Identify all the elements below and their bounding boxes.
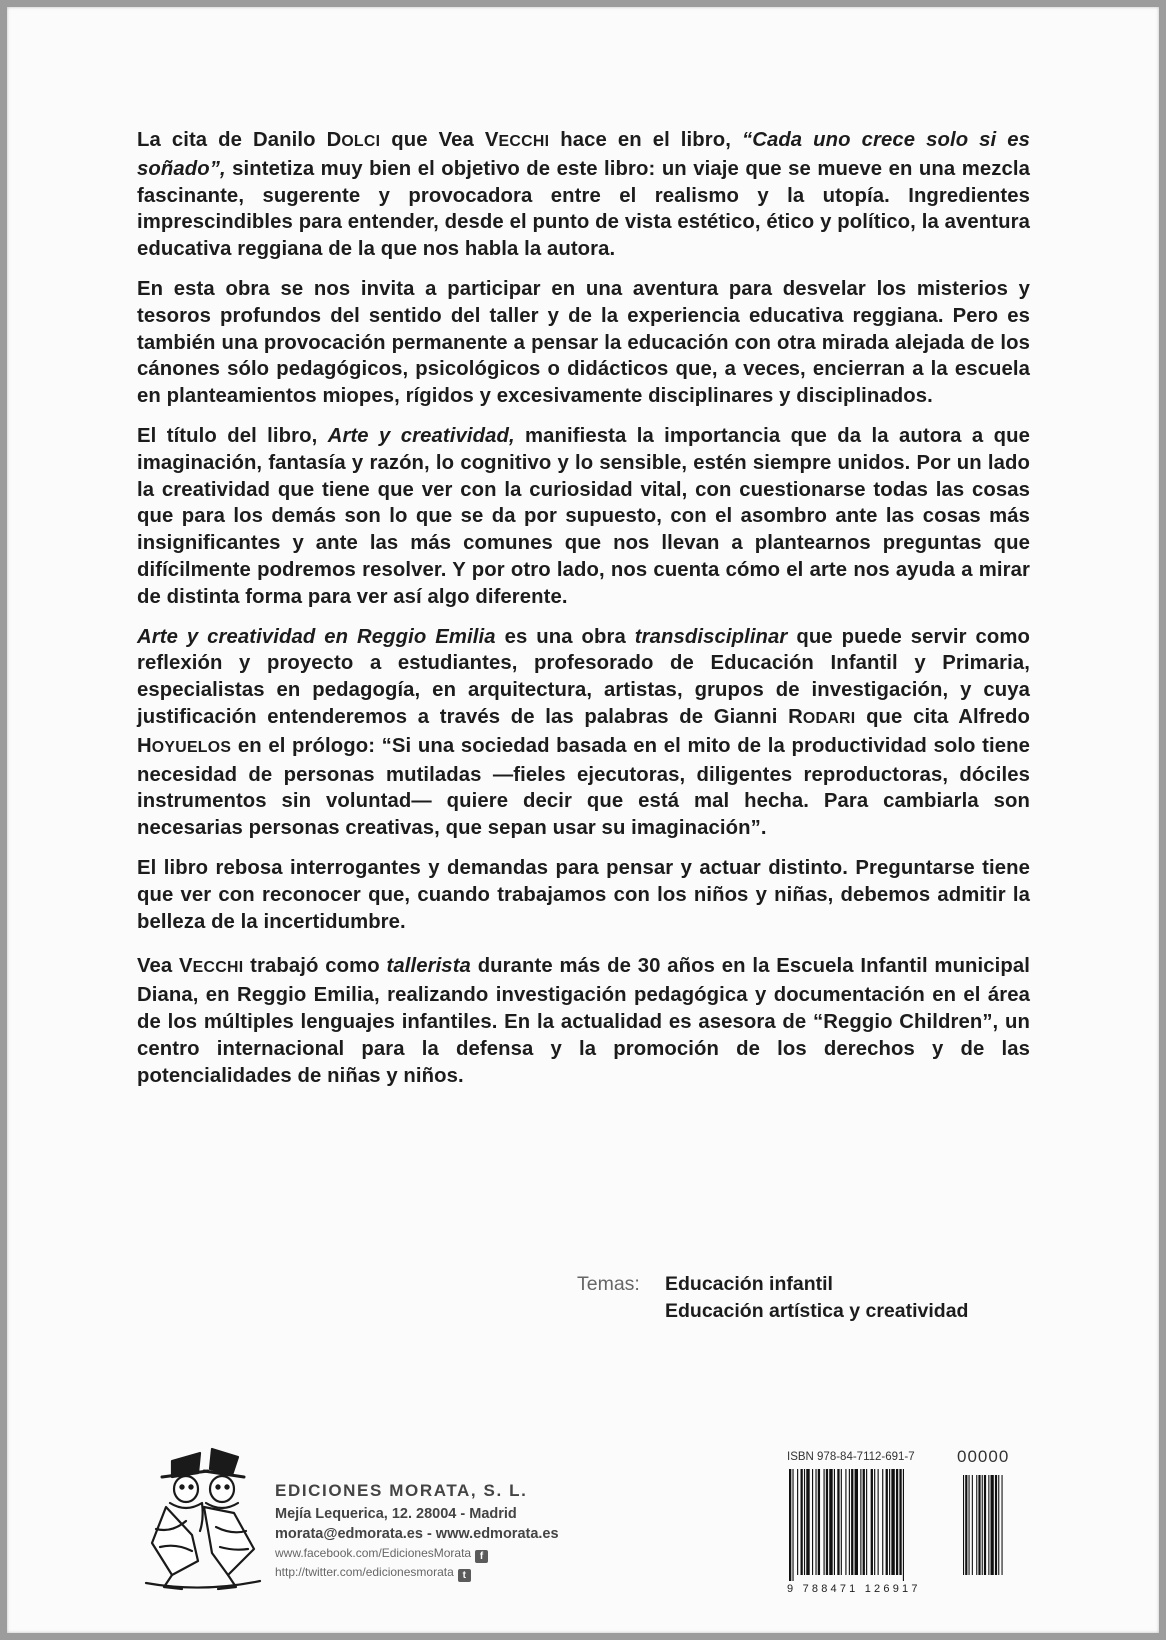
- barcode-bar: [804, 1469, 805, 1575]
- barcode-bar: [801, 1469, 803, 1575]
- barcode-bar: [837, 1469, 839, 1575]
- paragraph-1: [137, 127, 1030, 263]
- text-run: es una obra: [495, 625, 635, 648]
- barcode-addon-bar: [978, 1475, 980, 1575]
- barcode-bar: [866, 1469, 867, 1575]
- facebook-icon: f: [475, 1550, 488, 1563]
- text-run: En esta obra se nos invita a participar en una aventura para desvelar los misterios y tesoros profundos del sentido del taller y de la experiencia educativa reggiana. Pero es también una provocación permanente a pensar la educación con otra mirada alejada de los cánones sólo pedagógicos, psicológicos o didácticos que, a veces, encierran a la escuela en planteamientos miopes, rígidos y excesivamente disciplinares y disciplinados.: [137, 277, 1030, 408]
- barcode-bar: [882, 1469, 883, 1575]
- text-run: en el prólogo: “Si una sociedad basada en el mito de la productividad solo tiene necesidad de personas mutiladas —fieles ejecutoras, diligentes reproductoras, dóciles instrumentos sin voluntad— quiere decir que está mal hecha. Para cambiarla son necesarias personas creativas, que sepan usar su imaginación”.: [137, 734, 1030, 840]
- barcode-bar: [899, 1469, 901, 1575]
- barcode-addon-bar: [976, 1475, 977, 1575]
- barcode-bar: [845, 1469, 846, 1575]
- barcode-addon-bar: [963, 1475, 964, 1575]
- paragraph-4: [137, 624, 1030, 842]
- barcode-icon: [787, 1469, 1017, 1581]
- small-caps-run: ECCHI: [192, 959, 244, 977]
- barcode-bar: [818, 1469, 820, 1575]
- barcode-bar: [903, 1469, 904, 1581]
- barcode-bar: [824, 1469, 825, 1575]
- text-run: V: [484, 129, 499, 151]
- barcode-bar: [871, 1469, 873, 1575]
- barcode-bar: [797, 1469, 798, 1575]
- barcode-addon-bar: [991, 1475, 994, 1575]
- barcode-bar: [841, 1469, 842, 1575]
- text-run: D: [326, 129, 342, 151]
- publisher-name: EDICIONES MORATA, S. L.: [275, 1481, 528, 1500]
- italic-run: transdisciplinar: [634, 625, 788, 648]
- publisher-contact: morata@edmorata.es - www.edmorata.es: [275, 1526, 559, 1542]
- barcode-bar: [849, 1469, 850, 1575]
- barcode-bar: [896, 1469, 898, 1575]
- barcode-area: [787, 1447, 1017, 1601]
- text-run: sintetiza muy bien el objetivo de este libro: un viaje que se mueve en una mezcla fascinante, sugerente y provocadora entre el realismo y la utopía. Ingredientes imprescindibles para entender, desde el punto de vista estético, ético y político, la aventura educativa reggiana de la que nos habla la autora.: [137, 157, 1030, 261]
- barcode-bar: [826, 1469, 828, 1575]
- quote-italic: “Cada uno crece solo si es soñado”,: [137, 129, 1031, 180]
- barcode-bar: [789, 1469, 791, 1581]
- barcode-digits: 9 788471 126917: [787, 1583, 921, 1595]
- twitter-link[interactable]: [275, 1563, 559, 1582]
- barcode-addon-bar: [995, 1475, 997, 1575]
- text-run: H: [137, 734, 152, 757]
- paragraph-2: [137, 276, 1030, 410]
- book-title-italic: Arte y creatividad,: [327, 424, 515, 447]
- barcode-addon-bar: [984, 1475, 986, 1575]
- barcode-bar: [863, 1469, 865, 1575]
- barcode-bar: [878, 1469, 879, 1575]
- isbn-label: ISBN 978-84-7112-691-7: [787, 1451, 915, 1463]
- small-caps-run: OYUELOS: [151, 738, 232, 756]
- barcode-bar: [815, 1469, 816, 1575]
- book-title-italic: Arte y creatividad en Reggio Emilia: [137, 625, 496, 648]
- facebook-link[interactable]: [275, 1544, 559, 1563]
- publisher-address: Mejía Lequerica, 12. 28004 - Madrid: [275, 1506, 517, 1522]
- blurb-text: [137, 127, 1030, 1102]
- barcode-bar: [855, 1469, 858, 1575]
- barcode-bar: [889, 1469, 890, 1575]
- barcode-bar: [851, 1469, 853, 1575]
- text-run: Vea: [137, 955, 180, 978]
- twitter-url: http://twitter.com/edicionesmorata: [275, 1565, 454, 1579]
- price-code: 00000: [957, 1447, 1010, 1466]
- barcode-addon-bar: [965, 1475, 967, 1575]
- barcode-bar: [874, 1469, 875, 1575]
- barcode-bar: [891, 1469, 894, 1575]
- barcode-addon-bar: [969, 1475, 970, 1575]
- text-run: que Vea: [380, 129, 485, 151]
- text-run: hace en el libro,: [549, 129, 742, 151]
- barcode-bar: [829, 1469, 832, 1575]
- paragraph-5: [137, 855, 1030, 935]
- text-run: R: [788, 705, 803, 728]
- barcode-addon-bar: [988, 1475, 989, 1575]
- barcode-bar: [860, 1469, 861, 1575]
- text-run: que cita Alfredo: [855, 705, 1030, 728]
- text-run: El título del libro,: [137, 424, 328, 447]
- author-bio: [137, 953, 1030, 1089]
- barcode-addon-bar: [972, 1475, 973, 1575]
- topic-item: Educación artística y creatividad: [665, 1300, 969, 1322]
- back-cover: [7, 7, 1159, 1633]
- barcode-bar: [792, 1469, 793, 1581]
- publisher-info: [275, 1481, 559, 1582]
- barcode-bar: [806, 1469, 809, 1575]
- text-run: V: [179, 955, 193, 978]
- text-run: La cita de Danilo: [137, 129, 327, 151]
- text-run: manifiesta la importancia que da la autora a que imaginación, fantasía y razón, lo cognitivo y lo sensible, estén siempre unidos. Por un lado la creatividad que tiene que ver con la curiosidad vital, con cuestionarse todas las cosas que para los demás son lo que se da por supuesto, con el asombro ante las cosas más insignificantes y ante las más comunes que nos llevan a plantearnos preguntas que difícilmente podremos resolver. Y por otro lado, nos cuenta cómo el arte nos ayuda a mirar de distinta forma para ver así algo diferente.: [137, 424, 1030, 608]
- barcode-bar: [834, 1469, 835, 1575]
- small-caps-run: ECCHI: [498, 133, 550, 150]
- italic-run: tallerista: [386, 955, 471, 978]
- barcode-addon-bar: [998, 1475, 999, 1575]
- small-caps-run: ODARI: [802, 709, 856, 727]
- publisher-logo-icon: [142, 1443, 262, 1593]
- barcode-addon-bar: [1002, 1475, 1003, 1575]
- barcode-addon-bar: [982, 1475, 983, 1575]
- barcode-bar: [886, 1469, 888, 1575]
- topics-list: [665, 1271, 968, 1325]
- text-run: durante más de 30 años en la Escuela Infantil municipal Diana, en Reggio Emilia, realizando investigación pedagógica y documentación en el área de los múltiples lenguajes infantiles. En la actualidad es asesora de “Reggio Children”, un centro internacional para la defensa y la promoción de los derechos y de las potencialidades de niñas y niños.: [137, 955, 1030, 1087]
- topic-item: Educación infantil: [665, 1273, 833, 1295]
- text-run: trabajó como: [243, 955, 387, 978]
- small-caps-run: OLCI: [341, 133, 381, 150]
- text-run: que puede servir como reflexión y proyecto a estudiantes, profesorado de Educación Infantil y Primaria, especialistas en pedagogía, en arquitectura, artistas, grupos de investigación, y cuya justificación entenderemos a través de las palabras de Gianni: [137, 625, 1031, 728]
- barcode-bar: [812, 1469, 813, 1575]
- paragraph-3: [137, 423, 1030, 611]
- text-run: El libro rebosa interrogantes y demandas para pensar y actuar distinto. Preguntarse tiene que ver con reconocer que, cuando trabajamos con los niños y niñas, debemos admitir la belleza de la incertidumbre.: [137, 856, 1030, 933]
- facebook-url: www.facebook.com/EdicionesMorata: [275, 1546, 472, 1560]
- twitter-icon: t: [458, 1569, 471, 1582]
- topics-label: Temas:: [577, 1273, 640, 1295]
